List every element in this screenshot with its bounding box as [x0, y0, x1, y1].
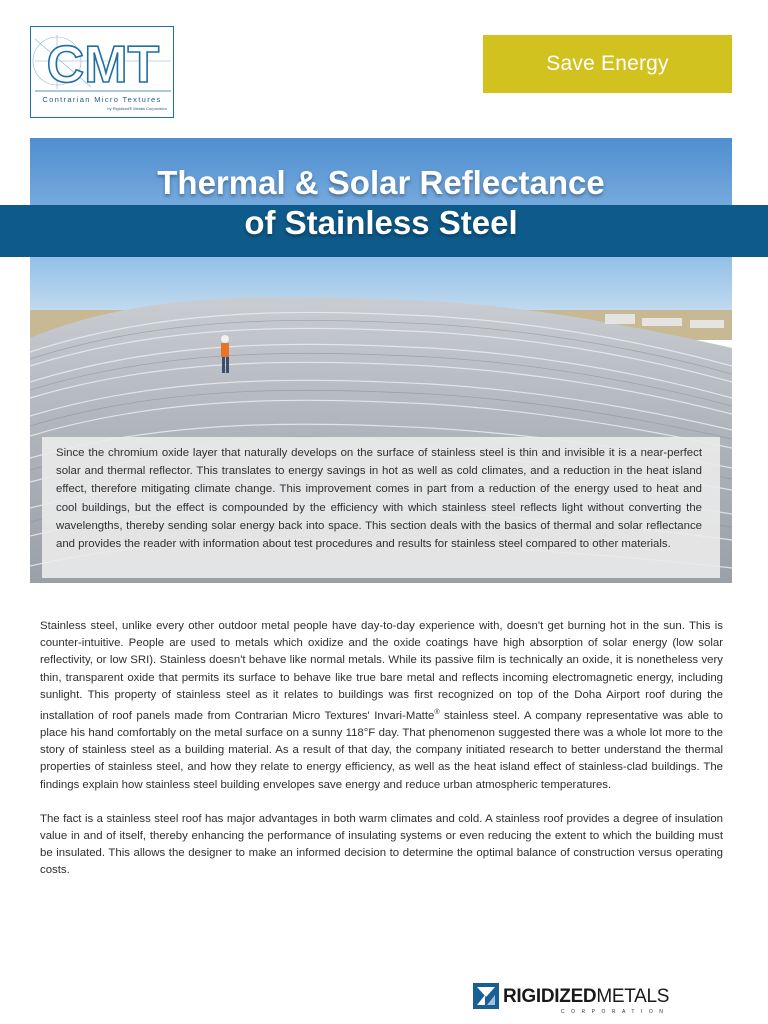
body-paragraph-2: The fact is a stainless steel roof has major advantages in both warm climates and cold. A stainless roof provides a degree of insulation value in and of itself, thereby enhancing the performance of insulating systems or even reducing the extent to which the building must be insulated. This allows the designer to make an informed decision to determine the optimal balance of construction versus operating costs.: [40, 812, 723, 877]
footer-brand-bold: RIGIDIZED: [503, 986, 597, 1007]
footer-brand-name: [503, 986, 669, 1008]
cmt-logo[interactable]: [30, 26, 174, 118]
logo-subtitle: Contrarian Micro Textures: [42, 95, 162, 104]
logo-letters: CMT: [46, 36, 160, 94]
roof-worker: [221, 335, 229, 373]
body-paragraph-1-text-b: stainless steel. A company representative was able to place his hand comfortably on the metal surface on a sunny 118°F day. That phenomenon suggested there was a whole lot more to the story of stainless steel as a building material. As a result of that day, the company initiated research to better understand the thermal properties of stainless steel, and how they relate to energy efficiency, as well as the heat island effect of stainless-clad buildings. The findings explain how stainless steel building envelopes save energy and reduce urban atmospheric temperatures.: [40, 709, 724, 791]
article-body: [40, 618, 723, 897]
footer-corporation: CORPORATION: [561, 1009, 670, 1015]
rigidized-mark-icon: [473, 983, 499, 1009]
save-energy-button[interactable]: Save Energy: [483, 35, 732, 93]
page-title: [30, 163, 732, 243]
footer-brand-light: METALS: [596, 986, 670, 1007]
title-line-2: of Stainless Steel: [244, 204, 518, 241]
body-paragraph-1-text-a: Stainless steel, unlike every other outdoor metal people have day-to-day experience with, doesn't get burning hot in the sun. This is counter-intuitive. People are used to metals which oxidize and the oxide coatings have high absorption of solar energy (low solar reflectivity, or low SRI). Stainless doesn't behave like normal metals. While its passive film is technically an oxide, it is nonetheless very thin, transparent oxide that permits its surface to behave like true bare metal and reflects incoming electromagnetic energy, including sunlight. This property of stainless steel as it relates to buildings was first recognized on top of the Doha Airport roof during the installation of roof panels made from Contrarian Micro Textures' Invari-Matte: [40, 620, 723, 722]
rigidized-metals-logo[interactable]: [473, 980, 753, 1020]
registered-mark: ®: [434, 709, 440, 717]
intro-paragraph: Since the chromium oxide layer that naturally develops on the surface of stainless steel is thin and invisible it is a near-perfect solar and thermal reflector. This translates to energy savings in hot as well as cold climates, and a reduction in the heat island effect, therefore mitigating climate change. This improvement comes in part from a reduction of the energy used to heat and cool buildings, but the effect is compounded by the efficiency with which stainless steel reflects light without converting the wavelengths, thereby sending solar energy back into space. This section deals with the basics of thermal and solar reflectance and provides the reader with information about test procedures and results for stainless steel compared to other materials.: [56, 447, 702, 551]
body-paragraph-1: [40, 618, 723, 794]
title-line-1: Thermal & Solar Reflectance: [157, 164, 605, 201]
logo-tagline: by Rigidized® Metals Corporation: [107, 106, 167, 111]
